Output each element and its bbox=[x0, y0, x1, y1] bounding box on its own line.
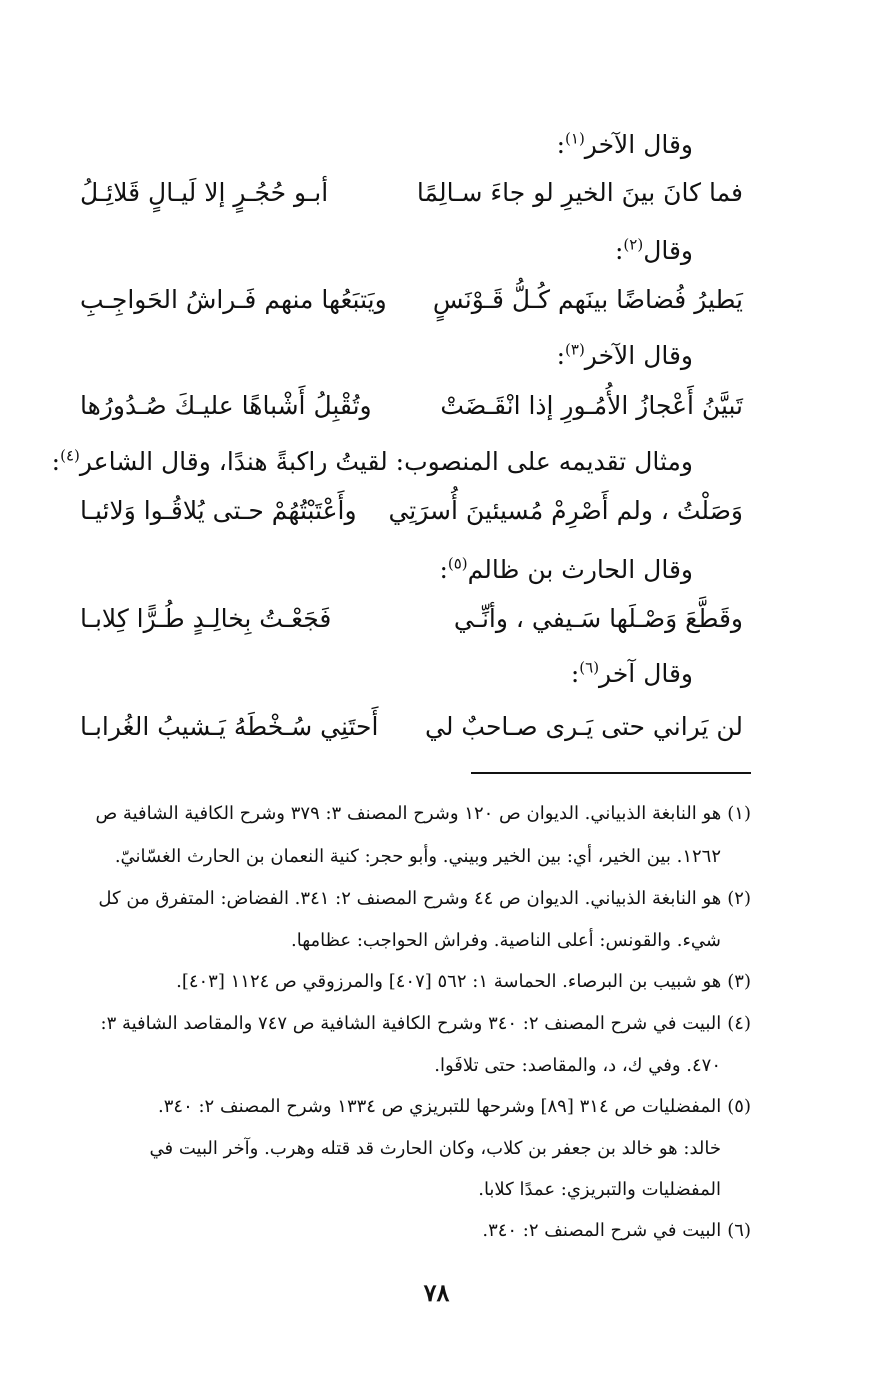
footnote-ref: (٢) bbox=[623, 235, 644, 254]
verse-second-hemistich: أبـو حُجُـرٍ إلا لَيـالٍ قَلائِـلُ bbox=[80, 178, 329, 207]
footnote-5 bbox=[71, 1096, 751, 1118]
page-number: ٧٨ bbox=[423, 1278, 450, 1307]
footnote-text: البيت في شرح المصنف ٢: ٣٤٠. bbox=[482, 1220, 722, 1241]
footnote-number: (١) bbox=[727, 803, 751, 824]
intro-text: وقال bbox=[643, 236, 693, 265]
footnote-number: (٥) bbox=[727, 1096, 751, 1117]
verse-first-hemistich: تَبيَّنُ أَعْجازُ الأُمُـورِ إذا انْقَـضَتْ bbox=[440, 391, 743, 420]
intro-colon: : bbox=[570, 659, 580, 688]
footnote-number: (٦) bbox=[727, 1220, 751, 1241]
footnote-text: المفضليات ص ٣١٤ [٨٩] وشرحها للتبريزي ص ١٣٣٤ وشرح المصنف ٢: ٣٤٠. bbox=[158, 1096, 722, 1117]
verse-intro-3 bbox=[557, 341, 693, 371]
footnote-ref: (٤) bbox=[60, 446, 80, 465]
footnote-2-continuation: شيء. والقونس: أعلى الناصية. وفراش الحواجب: عظامها. bbox=[290, 930, 721, 951]
verse-intro-2 bbox=[615, 236, 693, 266]
footnote-4 bbox=[71, 1013, 751, 1035]
footnote-2 bbox=[71, 888, 751, 910]
intro-text: ومثال تقديمه على المنصوب: لقيتُ راكبةً هندًا، وقال الشاعر bbox=[79, 447, 693, 476]
footnote-5-continuation: خالد: هو خالد بن جعفر بن كلاب، وكان الحارث قد قتله وهرب. وآخر البيت في bbox=[149, 1138, 721, 1159]
intro-text: وقال الآخر bbox=[584, 130, 693, 159]
intro-colon: : bbox=[51, 447, 61, 476]
verse-intro-4 bbox=[52, 447, 693, 477]
footnote-ref: (٥) bbox=[447, 554, 468, 573]
verse-second-hemistich: وأَعْتَبْتُهُمْ حـتى يُلاقُـوا وَلائيـا bbox=[80, 496, 357, 525]
verse-second-hemistich: فَجَعْـتُ بِخالِـدٍ طُـرًّا كِلابـا bbox=[80, 604, 332, 633]
footnote-text: هو شبيب بن البرصاء. الحماسة ١: ٥٦٢ [٤٠٧] والمرزوقي ص ١١٢٤ [٤٠٣]. bbox=[176, 971, 722, 992]
footnote-6 bbox=[71, 1220, 751, 1242]
intro-colon: : bbox=[556, 130, 566, 159]
intro-colon: : bbox=[439, 555, 448, 584]
footnote-text: هو النابغة الذبياني. الديوان ص ٤٤ وشرح المصنف ٢: ٣٤١. الفضاض: المتفرق من كل bbox=[98, 888, 722, 909]
footnote-1-continuation: ١٢٦٢. بين الخير، أي: بين الخير وبيني. وأبو حجر: كنية النعمان بن الحارث الغسّانيّ. bbox=[114, 846, 721, 867]
intro-colon: : bbox=[556, 341, 566, 370]
footnote-3 bbox=[71, 971, 751, 993]
intro-text: وقال الآخر bbox=[584, 341, 693, 370]
intro-colon: : bbox=[614, 236, 624, 265]
verse-second-hemistich: أَحتَنِي سُـخْطَهُ يَـشيبُ الغُرابـا bbox=[80, 712, 379, 741]
verse-first-hemistich: وَصَلْتُ ، ولم أَصْرِمْ مُسيئينَ أُسرَتِي bbox=[388, 496, 743, 525]
footnote-1 bbox=[71, 803, 751, 825]
footnote-ref: (١) bbox=[565, 129, 585, 148]
footnote-ref: (٦) bbox=[579, 658, 600, 677]
intro-text: وقال آخر bbox=[599, 659, 693, 688]
verse-intro-1 bbox=[557, 130, 693, 160]
footnote-4-continuation: ٤٧٠. وفي ك، د، والمقاصد: حتى تلافَوا. bbox=[434, 1055, 721, 1076]
footnote-number: (٣) bbox=[727, 971, 751, 992]
footnote-number: (٢) bbox=[727, 888, 751, 909]
footnote-5-continuation: المفضليات والتبريزي: عمدًا كلابا. bbox=[478, 1179, 721, 1200]
footnote-number: (٤) bbox=[727, 1013, 751, 1034]
footnote-separator bbox=[471, 772, 751, 774]
footnote-text: هو النابغة الذبياني. الديوان ص ١٢٠ وشرح المصنف ٣: ٣٧٩ وشرح الكافية الشافية ص bbox=[95, 803, 722, 824]
verse-intro-5 bbox=[439, 555, 693, 585]
verse-intro-6 bbox=[571, 659, 693, 689]
footnote-text: البيت في شرح المصنف ٢: ٣٤٠ وشرح الكافية الشافية ص ٧٤٧ والمقاصد الشافية ٣: bbox=[100, 1013, 722, 1034]
footnote-ref: (٣) bbox=[565, 340, 585, 359]
verse-second-hemistich: وتُقْبِلُ أَشْباهًا عليـكَ صُـدُورُها bbox=[80, 391, 372, 420]
verse-second-hemistich: ويَتبَعُها منهم فَـراشُ الحَواجِـبِ bbox=[80, 285, 387, 314]
intro-text: وقال الحارث بن ظالم bbox=[467, 555, 693, 584]
verse-first-hemistich: وقَطَّعَ وَصْـلَها سَـيفي ، وأنِّـي bbox=[453, 604, 743, 633]
verse-first-hemistich: لن يَراني حتى يَـرى صـاحبٌ لي bbox=[425, 712, 743, 741]
verse-first-hemistich: فما كانَ بينَ الخيرِ لو جاءَ سـالِمًا bbox=[416, 178, 743, 207]
verse-first-hemistich: يَطيرُ فُضاضًا بينَهم كُـلُّ قَـوْنَسٍ bbox=[432, 285, 743, 314]
